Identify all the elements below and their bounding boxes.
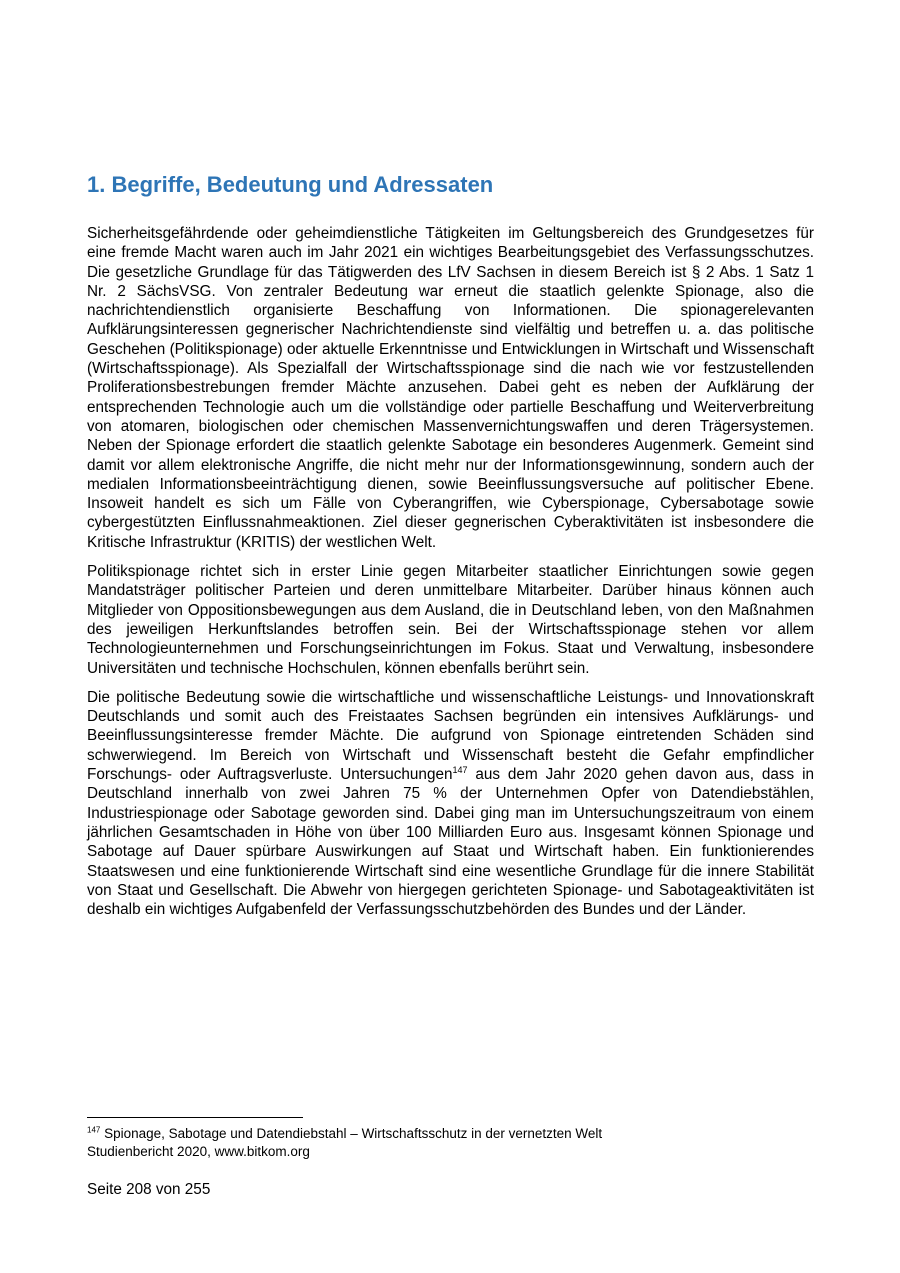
paragraph-1: Sicherheitsgefährdende oder geheimdienstliche Tätigkeiten im Geltungsbereich des Grundgesetzes für eine fremde Macht waren auch im Jahr 2021 ein wichtiges Bearbeitungsgebiet des Verfassungsschutzes. Die gesetzliche Grundlage für das Tätigwerden des LfV Sachsen in diesem Bereich ist § 2 Abs. 1 Satz 1 Nr. 2 SächsVSG. Von zentraler Bedeutung war erneut die staatlich gelenkte Spionage, also die nachrichtendienstlich organisierte Beschaffung von Informationen. Die spionagerelevanten Aufklärungsinteressen gegnerischer Nachrichtendienste sind vielfältig und betreffen u. a. das politische Geschehen (Politikspionage) oder aktuelle Erkenntnisse und Entwicklungen in Wirtschaft und Wissenschaft (Wirtschaftsspionage). Als Spezialfall der Wirtschaftsspionage sind die nach wie vor festzustellenden Proliferationsbestrebungen fremder Mächte anzusehen. Dabei geht es neben der Aufklärung der entsprechenden Technologie auch um die vollständige oder partielle Beschaffung und Weiterverbreitung von atomaren, biologischen oder chemischen Massenvernichtungswaffen und deren Trägersystemen. Neben der Spionage erfordert die staatlich gelenkte Sabotage ein besonderes Augenmerk. Gemeint sind damit vor allem elektronische Angriffe, die nicht mehr nur der Informationsgewinnung, sondern auch der medialen Informationsbeeinträchtigung dienen, sowie Beeinflussungsversuche auf politischer Ebene. Insoweit handelt es sich um Fälle von Cyberangriffen, wie Cyberspionage, Cybersabotage sowie cybergestützten Einflussnahmeaktionen. Ziel dieser gegnerischen Cyberaktivitäten ist insbesondere die Kritische Infrastruktur (KRITIS) der westlichen Welt. [87,225,814,551]
footnote-reference[interactable]: 147 [452,764,468,775]
footnote-number: 147 [87,1125,101,1135]
paragraph-2: Politikspionage richtet sich in erster Linie gegen Mitarbeiter staatlicher Einrichtungen sowie gegen Mandatsträger politischer Parteien und deren unmittelbare Mitarbeiter. Darüber hinaus können auch Mitglieder von Oppositionsbewegungen aus dem Ausland, die in Deutschland leben, von den Maßnahmen des jeweiligen Herkunftslandes betroffen sein. Bei der Wirtschaftsspionage stehen vor allem Technologieunternehmen und Forschungseinrichtungen im Fokus. Staat und Verwaltung, insbesondere Universitäten und technische Hochschulen, können ebenfalls berührt sein. [87,563,814,677]
body-text [87,224,814,929]
section-heading: 1. Begriffe, Bedeutung und Adressaten [87,172,494,197]
paragraph-3-text-after: aus dem Jahr 2020 gehen davon aus, dass in Deutschland innerhalb von zwei Jahren 75 % der Unternehmen Opfer von Datendiebstählen, Industriespionage oder Sabotage geworden sind. Dabei ging man im Untersuchungszeitraum von einem jährlichen Gesamtschaden in Höhe von über 100 Milliarden Euro aus. Insgesamt können Spionage und Sabotage auf Dauer spürbare Auswirkungen auf Staat und Wirtschaft haben. Ein funktionierendes Staatswesen und eine funktionierende Wirtschaft sind eine wesentliche Grundlage für die innere Stabilität von Staat und Gesellschaft. Die Abwehr von hiergegen gerichteten Spionage- und Sabotageaktivitäten ist deshalb ein wichtiges Aufgabenfeld der Verfassungsschutzbehörden des Bundes und der Länder. [87,766,814,919]
footnote-separator [87,1117,303,1118]
footnote [87,1125,814,1161]
paragraph-3-text-before: Die politische Bedeutung sowie die wirtschaftliche und wissenschaftliche Leistungs- und Innovationskraft Deutschlands und somit auch des Freistaates Sachsen begründen ein intensives Aufklärungs- und Beeinflussungsinteresse fremder Mächte. Die aufgrund von Spionage eintretenden Schäden sind schwerwiegend. Im Bereich von Wirtschaft und Wissenschaft besteht die Gefahr empfindlicher Forschungs- oder Auftragsverluste. Untersuchungen [87,688,814,784]
page-number: Seite 208 von 255 [87,1181,211,1198]
footnote-line-2: Studienbericht 2020, www.bitkom.org [87,1144,310,1159]
footnote-line-1: Spionage, Sabotage und Datendiebstahl – Wirtschaftsschutz in der vernetzten Welt [100,1126,603,1141]
paragraph-3 [87,688,814,920]
